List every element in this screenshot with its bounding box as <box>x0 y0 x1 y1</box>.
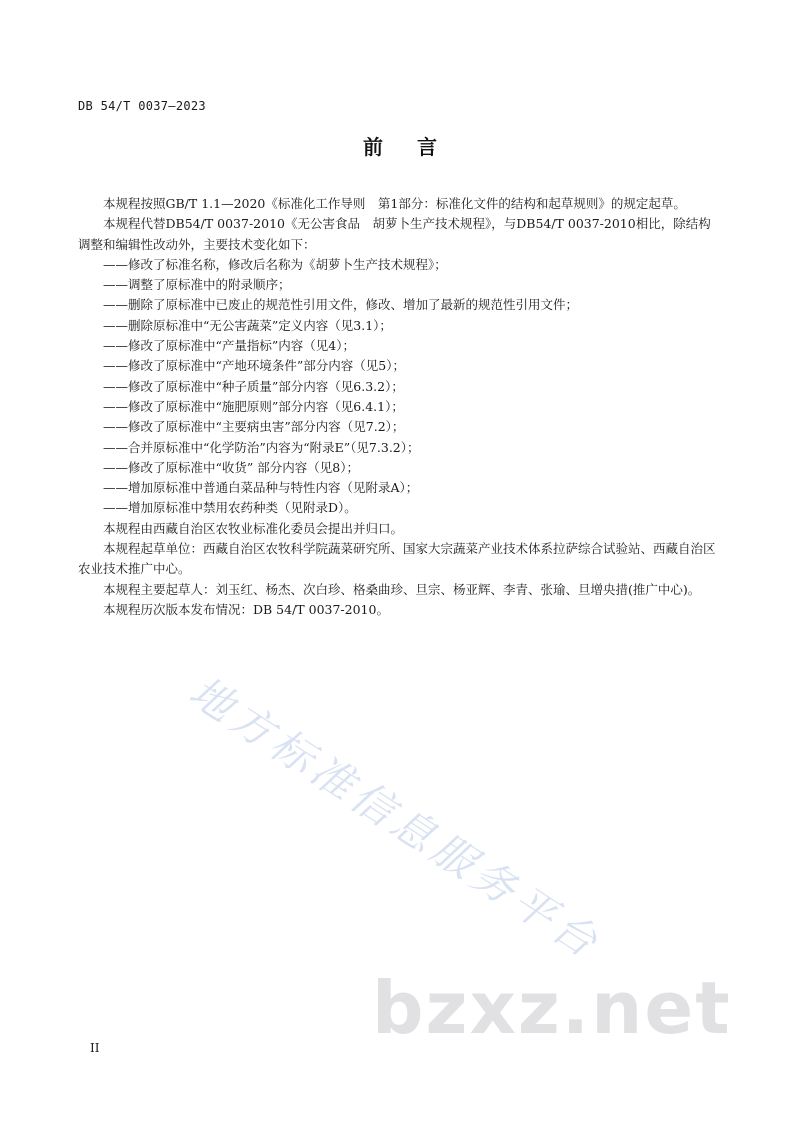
foreword-body <box>78 194 718 620</box>
change-item: ——删除了原标准中已废止的规范性引用文件，修改、增加了最新的规范性引用文件； <box>103 297 579 313</box>
change-item: ——修改了原标准中“产量指标”内容（见4）； <box>103 338 355 354</box>
change-item: ——合并原标准中“化学防治”内容为“附录E”（见7.3.2）； <box>103 439 420 455</box>
document-code: DB 54/T 0037—2023 <box>78 99 206 113</box>
change-item: ——修改了原标准中“产地环境条件”部分内容（见5）； <box>103 358 405 374</box>
paragraph-proposer: 本规程由西藏自治区农牧业标准化委员会提出并归口。 <box>103 520 404 536</box>
page-number: II <box>90 1041 100 1055</box>
change-item: ——修改了原标准中“主要病虫害”部分内容（见7.2）； <box>103 419 405 435</box>
watermark-text: 地方标准信息服务平台 <box>180 666 611 970</box>
change-item: ——删除原标准中“无公害蔬菜”定义内容（见3.1）； <box>103 317 392 333</box>
change-item: ——修改了原标准中“收货” 部分内容（见8）； <box>103 459 359 475</box>
change-item: ——修改了标准名称，修改后名称为《胡萝卜生产技术规程》； <box>103 256 447 272</box>
paragraph-drafting-basis: 本规程按照GB/T 1.1—2020《标准化工作导则 第1部分：标准化文件的结构和起草规则》的规定起草。 <box>103 196 686 211</box>
change-item: ——修改了原标准中“种子质量”部分内容（见6.3.2）； <box>103 378 404 394</box>
change-item: ——增加原标准中禁用农药种类（见附录D）。 <box>103 500 357 516</box>
site-logo: bzxz.net <box>372 966 732 1050</box>
title-char-2: 言 <box>417 135 437 159</box>
paragraph-replacement: 本规程代替DB54/T 0037-2010《无公害食品 胡萝卜生产技术规程》，与DB54/T 0037-2010相比，除结构调整和编辑性改动外，主要技术变化如下： <box>78 216 711 252</box>
paragraph-version-history: 本规程历次版本发布情况：DB 54/T 0037-2010。 <box>103 601 389 617</box>
paragraph-drafters: 本规程主要起草人：刘玉红、杨杰、次白珍、格桑曲珍、旦宗、杨亚辉、李青、张瑜、旦增央措(推广中心)。 <box>103 581 701 597</box>
title-char-1: 前 <box>363 135 383 159</box>
change-item: ——调整了原标准中的附录顺序； <box>103 277 291 293</box>
page-title <box>0 131 800 160</box>
change-item: ——增加原标准中普通白菜品种与特性内容（见附录A）； <box>103 480 419 496</box>
paragraph-drafting-units: 本规程起草单位：西藏自治区农牧科学院蔬菜研究所、国家大宗蔬菜产业技术体系拉萨综合试验站、西藏自治区农业技术推广中心。 <box>78 541 716 577</box>
change-item: ——修改了原标准中“施肥原则”部分内容（见6.4.1）； <box>103 398 404 414</box>
